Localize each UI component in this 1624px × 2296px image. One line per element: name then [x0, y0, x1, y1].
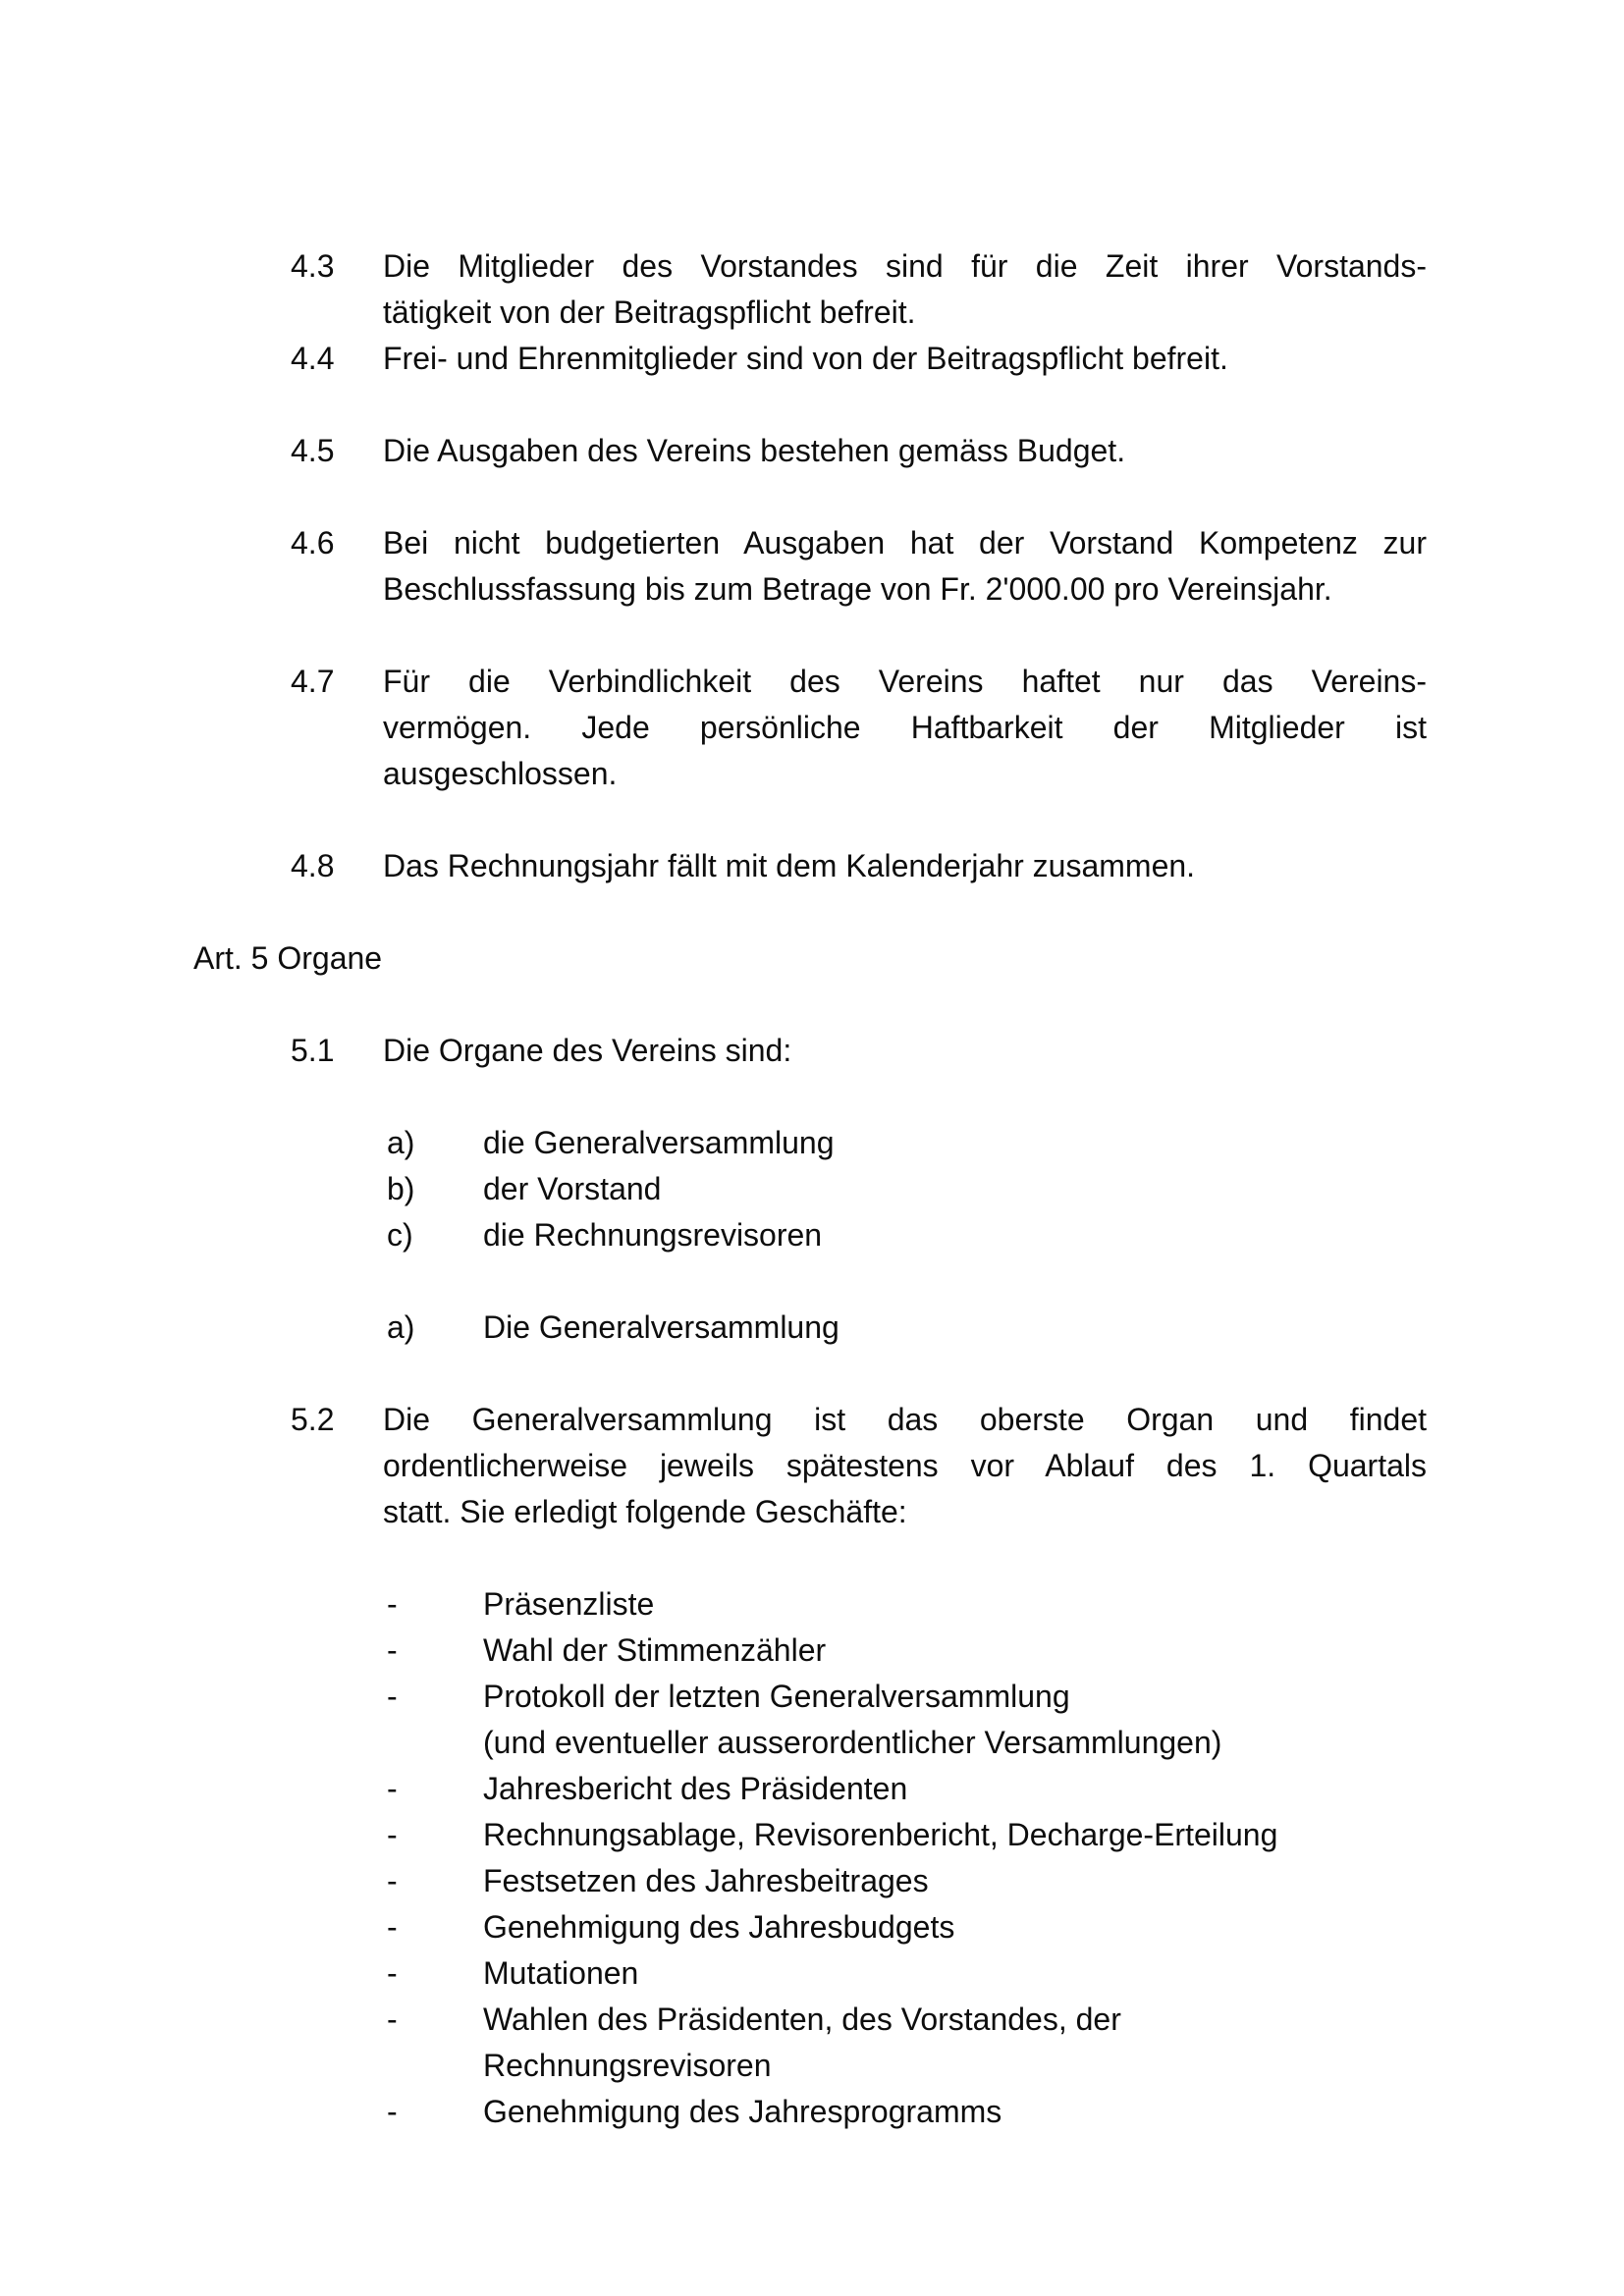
list-text: der Vorstand: [483, 1171, 662, 1206]
bullet-text: Rechnungsablage, Revisorenbericht, Decharge-Erteilung: [483, 1817, 1278, 1852]
clause-text: Die Organe des Vereins sind:: [383, 1033, 792, 1068]
dash-bullet: -: [387, 1909, 398, 1945]
clause-text: Bei nicht budgetierten Ausgaben hat der Vorstand Kompetenz zur: [383, 525, 1427, 561]
list-text: die Generalversammlung: [483, 1125, 835, 1160]
clause-text: Für die Verbindlichkeit des Vereins haftet nur das Vereins-: [383, 664, 1427, 699]
bullet-item-wahl-stimmenzaehler: [0, 1628, 1624, 1674]
dash-bullet: -: [387, 1586, 398, 1622]
clause-number: 4.6: [291, 525, 335, 561]
section-heading-art-5: [0, 935, 1624, 982]
bullet-item-festsetzen-jahresbeitrag: [0, 1858, 1624, 1904]
heading-text: Art. 5 Organe: [193, 940, 383, 976]
clause-number: 4.5: [291, 433, 335, 468]
clause-text: Die Mitglieder des Vorstandes sind für die Zeit ihrer Vorstands-: [383, 248, 1427, 284]
clause-4-7-line-2: [0, 705, 1624, 751]
clause-number: 4.7: [291, 664, 335, 699]
bullet-item-mutationen: [0, 1950, 1624, 1997]
clause-number: 4.8: [291, 848, 335, 883]
clause-text: ordentlicherweise jeweils spätestens vor Ablauf des 1. Quartals: [383, 1448, 1427, 1483]
bullet-item-genehmigung-jahresprogramm: [0, 2089, 1624, 2135]
bullet-text: Rechnungsrevisoren: [483, 2048, 772, 2083]
list-letter: b): [387, 1171, 415, 1206]
clause-5-2-line-3: [0, 1489, 1624, 1535]
list-letter: c): [387, 1217, 413, 1253]
bullet-text: Festsetzen des Jahresbeitrages: [483, 1863, 929, 1898]
dash-bullet: -: [387, 2002, 398, 2037]
bullet-text: Mutationen: [483, 1955, 639, 1991]
bullet-item-praesenzliste: [0, 1581, 1624, 1628]
bullet-item-protokoll-cont: [0, 1720, 1624, 1766]
list-item-b: [0, 1166, 1624, 1212]
clause-4-6-line-1: [0, 520, 1624, 566]
list-text: die Rechnungsrevisoren: [483, 1217, 823, 1253]
dash-bullet: -: [387, 1955, 398, 1991]
clause-5-2-line-2: [0, 1443, 1624, 1489]
clause-text: statt. Sie erledigt folgende Geschäfte:: [383, 1494, 907, 1529]
list-letter: a): [387, 1125, 415, 1160]
clause-text: Die Generalversammlung ist das oberste Organ und findet: [383, 1402, 1427, 1437]
list-text: Die Generalversammlung: [483, 1309, 839, 1345]
clause-4-6-line-2: [0, 566, 1624, 613]
list-letter: a): [387, 1309, 415, 1345]
list-item-c: [0, 1212, 1624, 1258]
dash-bullet: -: [387, 1771, 398, 1806]
dash-bullet: -: [387, 1679, 398, 1714]
clause-text: tätigkeit von der Beitragspflicht befreit.: [383, 294, 916, 330]
bullet-item-wahlen: [0, 1997, 1624, 2043]
clause-4-3-line-2: [0, 290, 1624, 336]
clause-text: ausgeschlossen.: [383, 756, 618, 791]
bullet-item-rechnungsablage: [0, 1812, 1624, 1858]
clause-number: 4.4: [291, 341, 335, 376]
bullet-text: Protokoll der letzten Generalversammlung: [483, 1679, 1070, 1714]
clause-text: vermögen. Jede persönliche Haftbarkeit der Mitglieder ist: [383, 710, 1427, 745]
bullet-text: Jahresbericht des Präsidenten: [483, 1771, 908, 1806]
list-item-a-generalversammlung: [0, 1305, 1624, 1351]
clause-number: 5.1: [291, 1033, 335, 1068]
clause-5-2-line-1: [0, 1397, 1624, 1443]
clause-4-5: [0, 428, 1624, 474]
bullet-text: Genehmigung des Jahresprogramms: [483, 2094, 1002, 2129]
dash-bullet: -: [387, 2094, 398, 2129]
bullet-text: Wahl der Stimmenzähler: [483, 1632, 827, 1668]
clause-text: Die Ausgaben des Vereins bestehen gemäss Budget.: [383, 433, 1126, 468]
bullet-item-jahresbericht: [0, 1766, 1624, 1812]
clause-4-8: [0, 843, 1624, 889]
clause-4-4: [0, 336, 1624, 382]
dash-bullet: -: [387, 1817, 398, 1852]
clause-number: 4.3: [291, 248, 335, 284]
bullet-text: (und eventueller ausserordentlicher Versammlungen): [483, 1725, 1222, 1760]
clause-4-3-line-1: [0, 243, 1624, 290]
clause-4-7-line-3: [0, 751, 1624, 797]
clause-text: Frei- und Ehrenmitglieder sind von der Beitragspflicht befreit.: [383, 341, 1228, 376]
dash-bullet: -: [387, 1863, 398, 1898]
bullet-item-genehmigung-jahresbudget: [0, 1904, 1624, 1950]
bullet-text: Wahlen des Präsidenten, des Vorstandes, der: [483, 2002, 1121, 2037]
clause-text: Das Rechnungsjahr fällt mit dem Kalenderjahr zusammen.: [383, 848, 1196, 883]
bullet-item-wahlen-cont: [0, 2043, 1624, 2089]
bullet-item-protokoll: [0, 1674, 1624, 1720]
clause-4-7-line-1: [0, 659, 1624, 705]
clause-number: 5.2: [291, 1402, 335, 1437]
clause-text: Beschlussfassung bis zum Betrage von Fr. 2'000.00 pro Vereinsjahr.: [383, 571, 1332, 607]
dash-bullet: -: [387, 1632, 398, 1668]
clause-5-1: [0, 1028, 1624, 1074]
bullet-text: Präsenzliste: [483, 1586, 655, 1622]
bullet-text: Genehmigung des Jahresbudgets: [483, 1909, 955, 1945]
list-item-a: [0, 1120, 1624, 1166]
